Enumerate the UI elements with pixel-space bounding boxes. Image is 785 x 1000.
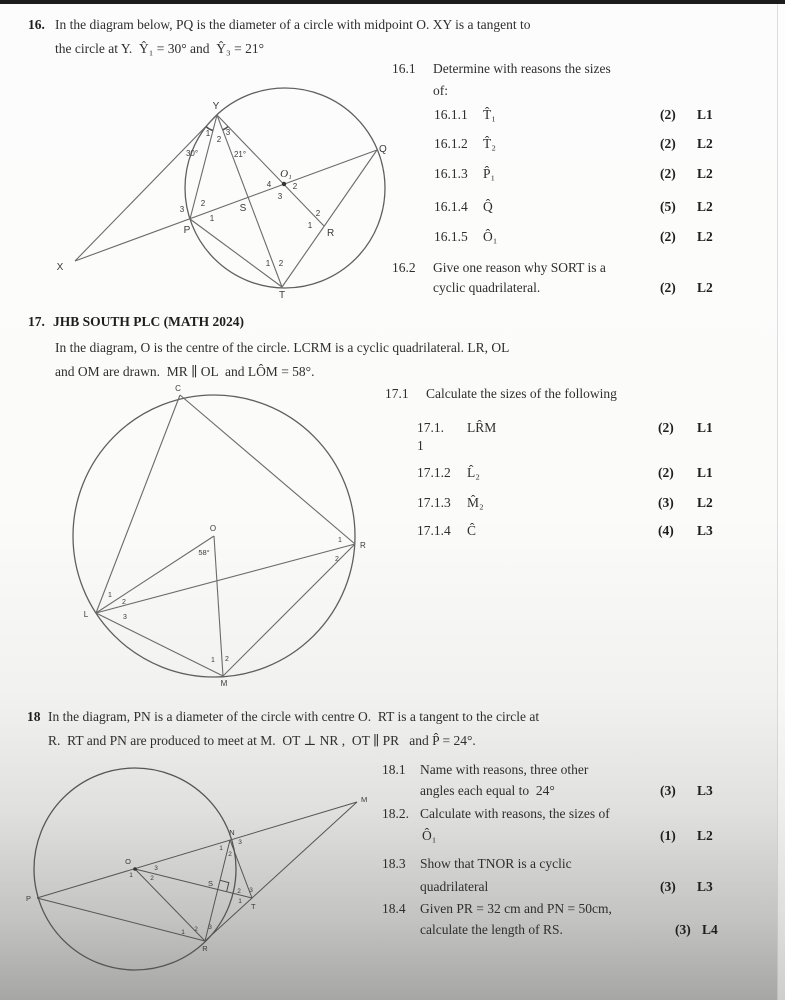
q17-item-level: L2 xyxy=(697,495,713,510)
q16-angle-p1: 1 xyxy=(209,214,215,223)
q18-item-marks: (3) xyxy=(660,879,676,894)
q16-angle-y3: 3 xyxy=(225,128,231,137)
q17-sub1-text: Calculate the sizes of the following xyxy=(426,386,617,401)
q17-item-num-wrap: 1 xyxy=(417,438,424,453)
q16-sub2-text2: cyclic quadrilateral. xyxy=(433,280,541,295)
q17-label-C: C xyxy=(175,384,181,393)
q16-angle-21: 21° xyxy=(233,150,247,159)
q17-chord-CR xyxy=(180,395,355,544)
q18-item-marks: (1) xyxy=(660,828,676,843)
q18-chord-PR xyxy=(37,898,205,941)
q17-label-R: R xyxy=(360,541,366,550)
q16-item-num: 16.1.5 xyxy=(434,229,468,244)
q16-item-label: P̂₁ xyxy=(483,166,496,181)
q16-sub2-number: 16.2 xyxy=(392,260,416,275)
q16-angle-30: 30° xyxy=(185,149,199,158)
q18-item-num: 18.2. xyxy=(382,806,409,821)
q17-item-level: L1 xyxy=(697,465,713,480)
q16-label-X: X xyxy=(56,262,64,273)
q16-angle-r1: 1 xyxy=(307,221,313,230)
q16-chord-PT xyxy=(190,219,282,287)
q18-label-R: R xyxy=(202,944,208,953)
q16-label-Y: Y xyxy=(212,101,220,112)
q17-item-num: 17.1.2 xyxy=(417,465,451,480)
q18-angle-r1: 1 xyxy=(181,929,185,936)
q17-angle-l2: 2 xyxy=(122,599,126,606)
q18-angle-t2: 2 xyxy=(237,888,241,895)
q17-label-M: M xyxy=(220,679,228,688)
q17-item-marks: (3) xyxy=(658,495,674,510)
q18-angle-r2: 2 xyxy=(194,926,198,933)
q16-label-O1: O₁ xyxy=(280,168,292,180)
q17-angle-r1: 1 xyxy=(338,537,342,544)
q16-angle-t2: 2 xyxy=(278,259,284,268)
q16-chord-YT xyxy=(217,115,282,287)
q18-number: 18 xyxy=(27,709,41,724)
q17-intro-line1: In the diagram, O is the centre of the circle. LCRM is a cyclic quadrilateral. LR, OL xyxy=(55,340,510,355)
q17-item-label: L̂₂ xyxy=(467,465,480,480)
q16-item-level: L2 xyxy=(697,199,713,214)
q17-item-level: L3 xyxy=(697,523,713,538)
q16-center-dot xyxy=(282,182,286,186)
q17-item-level: L1 xyxy=(697,420,713,435)
q17-heading: JHB SOUTH PLC (MATH 2024) xyxy=(53,314,245,329)
q16-item-num: 16.1.2 xyxy=(434,136,468,151)
q16-item-level: L1 xyxy=(697,107,713,122)
q18-item-line2: quadrilateral xyxy=(420,879,489,894)
page-right-edge xyxy=(777,4,785,1000)
q16-sub2-marks: (2) xyxy=(660,280,676,295)
q18-right-angle-mark xyxy=(220,880,229,891)
q18-diagram xyxy=(0,762,375,1000)
q17-item-marks: (2) xyxy=(658,465,674,480)
q16-label-T: T xyxy=(278,290,286,301)
q16-angle-o2: 2 xyxy=(292,182,298,191)
q17-radius-OL xyxy=(96,536,214,613)
q16-item-level: L2 xyxy=(697,166,713,181)
q18-item-line2: calculate the length of RS. xyxy=(420,922,563,937)
q17-label-L: L xyxy=(83,610,89,619)
q16-line-YR xyxy=(217,115,324,226)
q16-angle-y1: 1 xyxy=(205,129,211,138)
q16-sub2-text: Give one reason why SORT is a xyxy=(433,260,606,275)
q18-angle-o3: 3 xyxy=(154,865,158,872)
q18-label-P: P xyxy=(25,894,31,903)
q18-label-S: S xyxy=(207,879,213,888)
q16-angle-r2: 2 xyxy=(315,209,321,218)
q16-item-marks: (2) xyxy=(660,229,676,244)
q17-angle-58: 58° xyxy=(198,548,210,557)
q17-chord-MR xyxy=(223,544,355,676)
q16-angle-t1: 1 xyxy=(265,259,271,268)
q17-angle-l3: 3 xyxy=(123,614,127,621)
q18-angle-n2: 2 xyxy=(228,851,232,858)
q18-item-marks: (3) xyxy=(675,922,691,937)
q16-item-num: 16.1.1 xyxy=(434,107,468,122)
q16-angle-o4: 4 xyxy=(266,180,272,189)
q17-diagram xyxy=(55,385,375,697)
q17-chord-CL xyxy=(96,395,180,613)
q16-chord-TQ xyxy=(282,150,377,287)
q18-intro-line1: In the diagram, PN is a diameter of the circle with centre O. RT is a tangent to the circle at xyxy=(48,709,540,724)
q16-item-num: 16.1.4 xyxy=(434,199,468,214)
q18-angle-t3: 3 xyxy=(249,887,253,894)
q17-label-O: O xyxy=(209,524,217,533)
q16-item-label: Ô₁ xyxy=(483,229,498,244)
q16-circle xyxy=(185,88,385,288)
q18-intro-line2: R. RT and PN are produced to meet at M. OT ⊥ NR , OT ∥ PR and P̂ = 24°. xyxy=(48,733,476,748)
q16-angle-y2: 2 xyxy=(216,135,222,144)
q16-tangent-XY xyxy=(75,115,217,261)
q16-item-marks: (2) xyxy=(660,107,676,122)
q17-angle-m1: 1 xyxy=(211,657,215,664)
q18-item-line1: Name with reasons, three other xyxy=(420,762,589,777)
q17-item-label: LR̂M xyxy=(467,420,497,435)
q18-center-dot xyxy=(133,867,137,871)
q18-line-PONM xyxy=(37,802,357,898)
q16-sub2-level: L2 xyxy=(697,280,713,295)
q18-angle-t1: 1 xyxy=(238,898,242,905)
q16-item-marks: (5) xyxy=(660,199,676,214)
q16-item-num: 16.1.3 xyxy=(434,166,468,181)
q17-sub1-number: 17.1 xyxy=(385,386,409,401)
q17-angle-m2: 2 xyxy=(225,656,229,663)
q16-item-label: T̂₂ xyxy=(483,136,496,151)
q16-intro-line2: the circle at Y. Ŷ₁ = 30° and Ŷ₃ = 21° xyxy=(55,41,265,56)
q16-angle-o3: 3 xyxy=(277,192,283,201)
q16-intro-line1: In the diagram below, PQ is the diameter of a circle with midpoint O. XY is a tangent to xyxy=(55,17,531,32)
q18-item-num: 18.1 xyxy=(382,762,406,777)
q16-label-S: S xyxy=(239,203,247,214)
q16-secant-XPQ xyxy=(75,150,377,261)
q16-angle-p2: 2 xyxy=(200,199,206,208)
q16-angle-p3: 3 xyxy=(179,205,185,214)
q18-item-level: L3 xyxy=(697,879,713,894)
q17-item-num: 17.1.3 xyxy=(417,495,451,510)
q17-number: 17. xyxy=(28,314,45,329)
q18-angle-o2: 2 xyxy=(150,875,154,882)
q16-sub1-text2: of: xyxy=(433,83,448,98)
q18-label-T: T xyxy=(251,902,256,911)
q17-item-num: 17.1. xyxy=(417,420,444,435)
q16-sub1-text: Determine with reasons the sizes xyxy=(433,61,611,76)
q16-item-level: L2 xyxy=(697,229,713,244)
q16-item-label: T̂₁ xyxy=(483,107,496,122)
q18-angle-o1: 1 xyxy=(129,872,133,879)
q18-angle-n3: 3 xyxy=(238,839,242,846)
q18-label-M: M xyxy=(361,795,368,804)
q16-number: 16. xyxy=(28,17,45,32)
q17-angle-r2: 2 xyxy=(335,556,339,563)
page-top-edge xyxy=(0,0,785,4)
q16-item-label: Q̂ xyxy=(483,199,493,214)
q18-label-N: N xyxy=(229,828,235,837)
q17-item-label: M̂₂ xyxy=(467,495,484,510)
q16-item-marks: (2) xyxy=(660,136,676,151)
q17-item-label: Ĉ xyxy=(467,523,477,538)
q18-item-line2: angles each equal to 24° xyxy=(420,783,555,798)
q18-item-num: 18.3 xyxy=(382,856,406,871)
q17-intro-line2: and OM are drawn. MR ∥ OL and LÔM = 58°. xyxy=(55,364,315,379)
q18-item-level: L3 xyxy=(697,783,713,798)
q16-item-level: L2 xyxy=(697,136,713,151)
q16-item-marks: (2) xyxy=(660,166,676,181)
q18-item-level: L4 xyxy=(702,922,718,937)
q16-label-P: P xyxy=(183,225,191,236)
q18-label-O: O xyxy=(125,857,131,866)
q18-item-line1: Calculate with reasons, the sizes of xyxy=(420,806,610,821)
q17-radius-OM xyxy=(214,536,223,676)
q16-label-R: R xyxy=(327,228,335,239)
q18-item-line2: Ô₁ xyxy=(422,828,437,843)
q18-item-marks: (3) xyxy=(660,783,676,798)
q16-label-Q: Q xyxy=(379,144,387,155)
q18-item-level: L2 xyxy=(697,828,713,843)
q16-diagram xyxy=(40,80,390,300)
q18-item-num: 18.4 xyxy=(382,901,406,916)
q17-item-num: 17.1.4 xyxy=(417,523,451,538)
q17-item-marks: (2) xyxy=(658,420,674,435)
q17-item-marks: (4) xyxy=(658,523,674,538)
q18-item-line1: Show that TNOR is a cyclic xyxy=(420,856,572,871)
q16-sub1-number: 16.1 xyxy=(392,61,416,76)
q18-angle-n1: 1 xyxy=(219,845,223,852)
q18-tangent-RTM xyxy=(205,802,357,941)
q17-angle-l1: 1 xyxy=(108,592,112,599)
q18-angle-r3: 3 xyxy=(208,924,212,931)
q18-item-line1: Given PR = 32 cm and PN = 50cm, xyxy=(420,901,612,916)
q17-chord-LR xyxy=(96,544,355,613)
